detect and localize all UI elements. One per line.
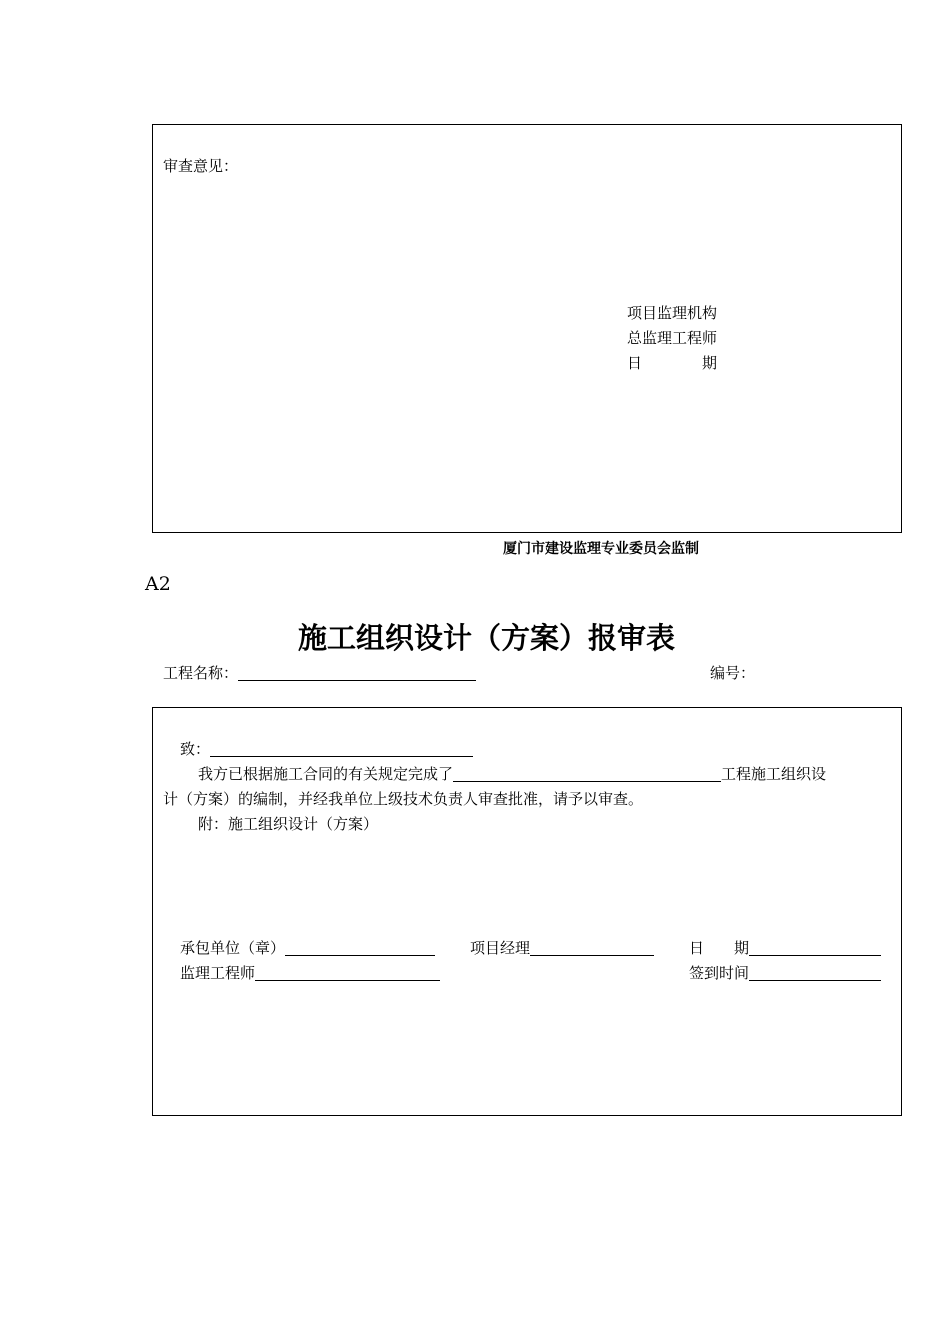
form-title: 施工组织设计（方案）报审表 (298, 621, 676, 655)
signin-field[interactable] (749, 963, 881, 981)
engineer-field[interactable] (255, 963, 440, 981)
body-part3: 计（方案）的编制，并经我单位上级技术负责人审查批准，请予以审查。 (163, 790, 644, 808)
form-code: A2 (145, 573, 171, 595)
contractor-label: 承包单位（章） (180, 939, 286, 957)
to-field[interactable] (210, 739, 473, 757)
date-field[interactable] (749, 938, 881, 956)
manager-row (470, 937, 654, 958)
date-label: 日 期 (689, 939, 750, 957)
date-row (689, 937, 881, 958)
attachment-label: 附：施工组织设计（方案） (198, 815, 379, 833)
body-part2: 工程施工组织设 (721, 765, 827, 783)
engineer-label: 监理工程师 (180, 964, 256, 982)
contractor-row (180, 937, 435, 958)
project-work-field[interactable] (453, 764, 721, 782)
supervision-org-label: 项目监理机构 (627, 304, 718, 322)
to-row (180, 738, 473, 759)
body-line-1 (198, 763, 826, 784)
chief-engineer-label: 总监理工程师 (627, 329, 718, 347)
manager-field[interactable] (530, 938, 654, 956)
to-label: 致： (180, 740, 211, 758)
review-date-label: 日 期 (627, 354, 718, 372)
project-name-row (163, 662, 476, 683)
contractor-field[interactable] (285, 938, 435, 956)
review-opinion-label: 审查意见： (163, 157, 239, 175)
number-label: 编号： (710, 664, 756, 682)
signin-label: 签到时间 (689, 964, 750, 982)
engineer-row (180, 962, 440, 983)
manager-label: 项目经理 (470, 939, 531, 957)
signin-row (689, 962, 881, 983)
project-name-field[interactable] (238, 663, 476, 681)
body-part1: 我方已根据施工合同的有关规定完成了 (198, 765, 454, 783)
project-name-label: 工程名称： (163, 664, 239, 682)
review-box (152, 124, 902, 533)
supervisor-note: 厦门市建设监理专业委员会监制 (503, 541, 699, 557)
